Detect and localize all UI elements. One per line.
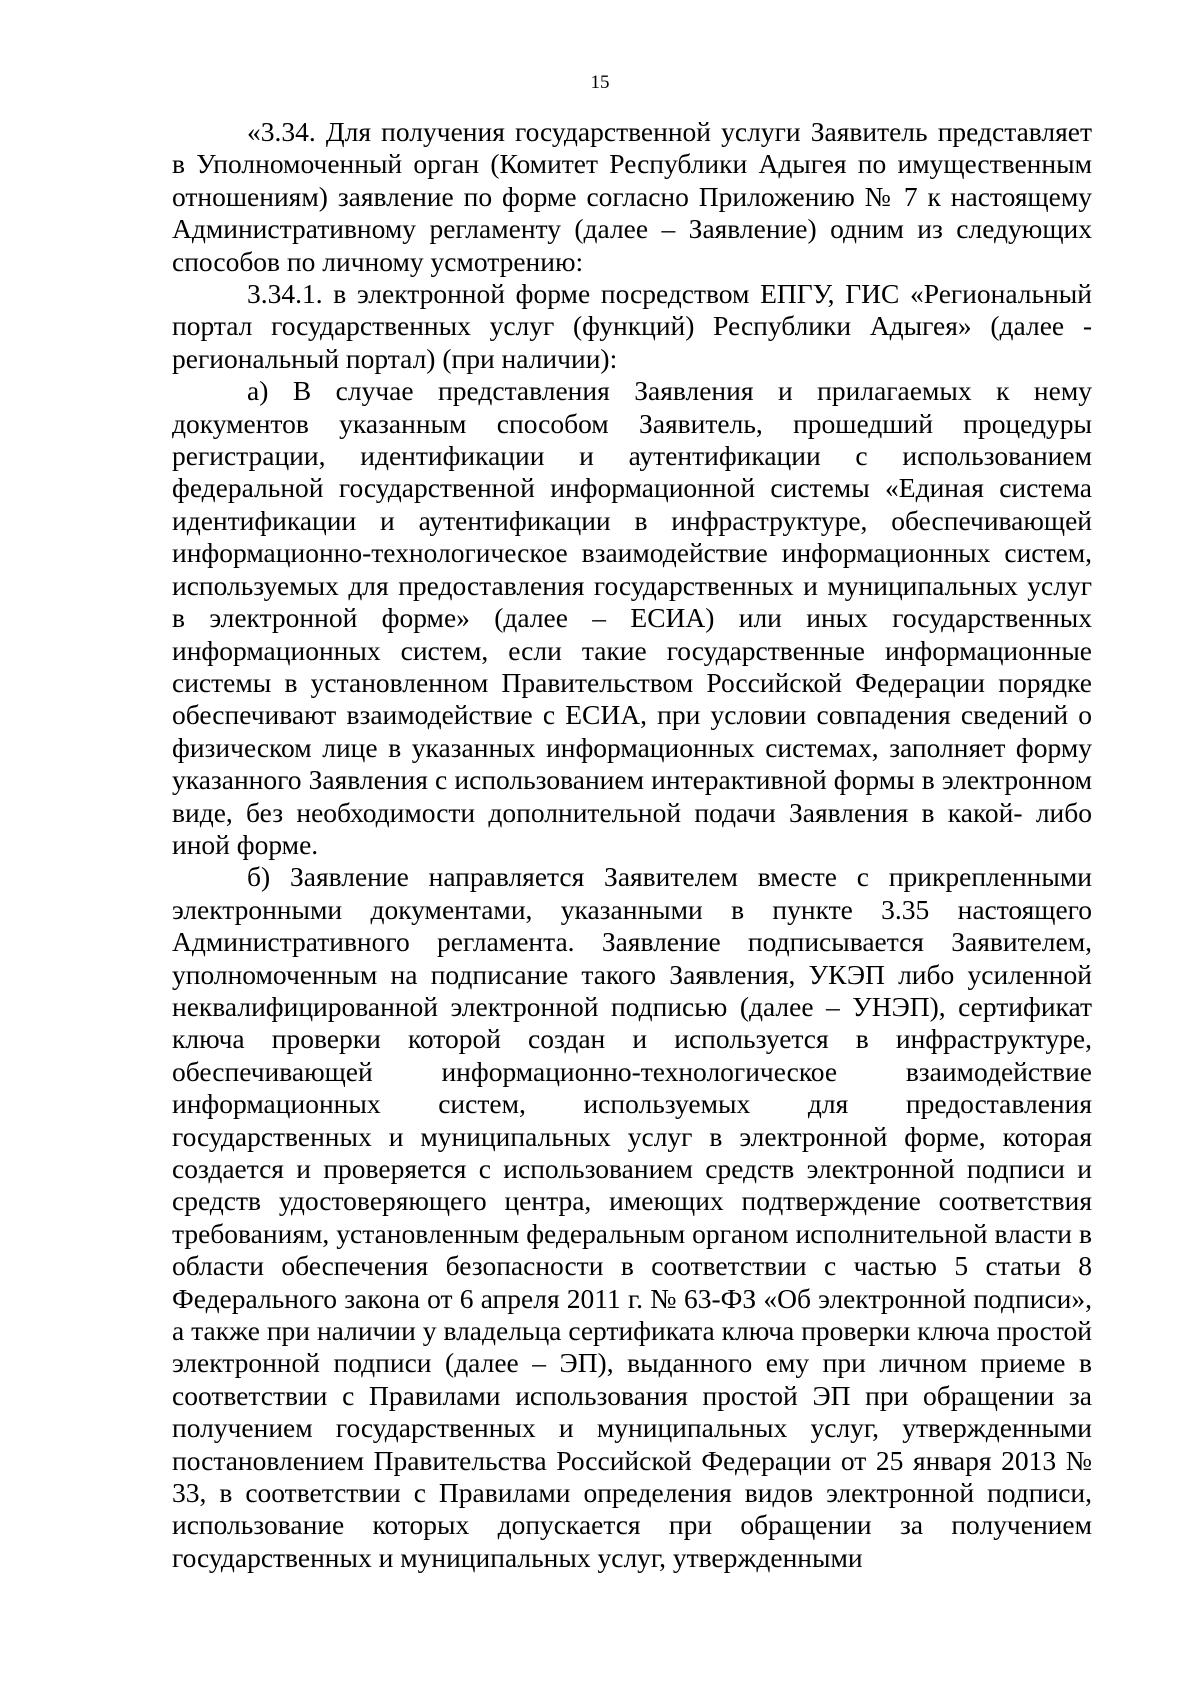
paragraph-3-34: «3.34. Для получения государственной услуги Заявитель представляет в Уполномоченный орган (Комитет Республики Адыгея по имущественным отношениям) заявление по форме согласно Приложению № 7 к настоящему Административному регламенту (далее – Заявление) одним из следующих способов по личному усмотрению: (172, 116, 1092, 277)
paragraph-b: б) Заявление направляется Заявителем вместе с прикрепленными электронными документами, указанными в пункте 3.35 настоящего Административного регламента. Заявление подписывается Заявителем, уполномоченным на подписание такого Заявления, УКЭП либо усиленной неквалифицированной электронной подписью (далее – УНЭП), сертификат ключа проверки которой создан и используется в инфраструктуре, обеспечивающей информационно-технологическое взаимодействие информационных систем, используемых для предоставления государственных и муниципальных услуг в электронной форме, которая создается и проверяется с использованием средств электронной подписи и средств удостоверяющего центра, имеющих подтверждение соответствия требованиям, установленным федеральным органом исполнительной власти в области обеспечения безопасности в соответствии с частью 5 статьи 8 Федерального закона от 6 апреля 2011 г. № 63-ФЗ «Об электронной подписи», а также при наличии у владельца сертификата ключа проверки ключа простой электронной подписи (далее – ЭП), выданного ему при личном приеме в соответствии с Правилами использования простой ЭП при обращении за получением государственных и муниципальных услуг, утвержденными постановлением Правительства Российской Федерации от 25 января 2013 № 33, в соответствии с Правилами определения видов электронной подписи, использование которых допускается при обращении за получением государственных и муниципальных услуг, утвержденными (172, 861, 1092, 1573)
document-body (172, 116, 1092, 1574)
page-number: 15 (590, 72, 610, 93)
paragraph-a: а) В случае представления Заявления и прилагаемых к нему документов указанным способом Заявитель, прошедший процедуры регистрации, идентификации и аутентификации с использованием федеральной государственной информационной системы «Единая система идентификации и аутентификации в инфраструктуре, обеспечивающей информационно-технологическое взаимодействие информационных систем, используемых для предоставления государственных и муниципальных услуг в электронной форме» (далее – ЕСИА) или иных государственных информационных систем, если такие государственные информационные системы в установленном Правительством Российской Федерации порядке обеспечивают взаимодействие с ЕСИА, при условии совпадения сведений о физическом лице в указанных информационных системах, заполняет форму указанного Заявления с использованием интерактивной формы в электронном виде, без необходимости дополнительной подачи Заявления в какой- либо иной форме. (172, 375, 1092, 860)
paragraph-3-34-1: 3.34.1. в электронной форме посредством ЕПГУ, ГИС «Региональный портал государственных услуг (функций) Республики Адыгея» (далее - региональный портал) (при наличии): (172, 278, 1092, 374)
